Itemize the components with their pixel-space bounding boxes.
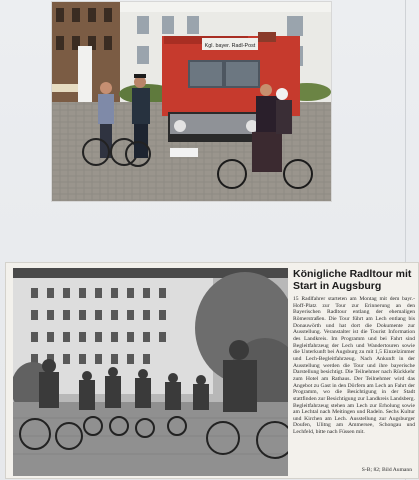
article-headline: Königliche Radltour mit Start in Augsburg [293, 268, 412, 292]
newspaper-scene [13, 268, 288, 476]
newspaper-photo-cyclists [13, 268, 288, 476]
newspaper-clipping [6, 263, 418, 478]
color-photo-cyclists-fire-truck [52, 2, 331, 201]
article-byline: S-B; 82; Bild Aumann [361, 467, 412, 473]
fire-truck-sign: Kgl. bayer. Radl-Post [204, 43, 256, 49]
photo-scene [52, 2, 331, 201]
article-body: 15 Radlfahrer starteten am Montag mit dem bayr.-Hoff-Platz zur Tour zur Erinnerung an den Bayerischen Radltour entlang der ehemaligen Römerstraßen. Die Tour führt am Lech entlang bis Donauwörth und hat dort die Dokumente zur Ausstellung. Veranstalter ist die Tourist Information des Landkreis. Im Programm und bei Fahrt sind Begleitfahrzeug der Lech und Wandertouren sowie die Unterkunft bei Augsburg zu mit 1,5 Einzelzimmer und Lech-Begleitfahrzeug. Nach Ankunft in der Ausstellung werden die Tour und ihre bayerische Darstellung besichtigt. Die Teilnehmer nach Rückkehr zum Hotel am Rathaus. Der Teilnehmer wird das Angebot zu Gast in den Dörfern am Lech an Fahrt der Programm, wo die Besichtigung in der Stadt stattfinden zur Besichtigung zur Landkreis Landsberg. Begleitfahrzeug stehen am Lech zur Erholung sowie am Lechtal nach Meitingen und Radeln. Sechs Kultur und Kirchen am Lech. Ausstellung zur Augsburger Doufen, Ulitng am Ammersee, Schongau und Lechfeld, bitte nach Füssen mit. [293, 296, 415, 436]
